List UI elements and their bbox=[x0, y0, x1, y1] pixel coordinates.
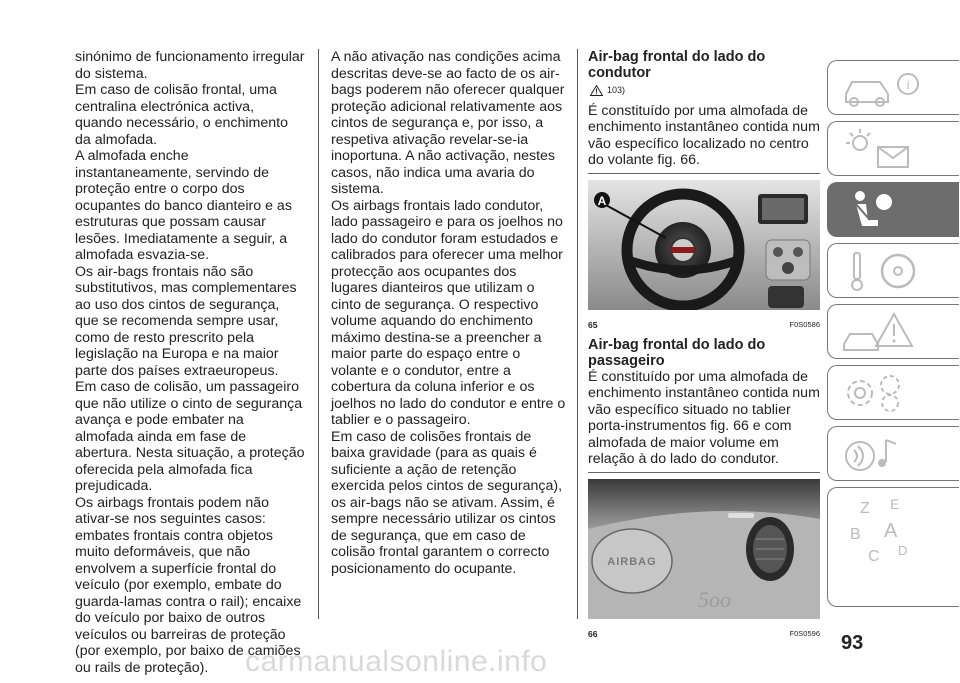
page-number: 93 bbox=[841, 632, 864, 654]
seat-airbag-icon bbox=[838, 186, 938, 234]
svg-text:5oo: 5oo bbox=[698, 586, 731, 612]
paragraph: Os airbags frontais podem não ativar-se nos seguintes casos: embates frontais contra objetos muito deformáveis, que não envolvem a superfície frontal do veículo (por exemplo, embate do guarda-lamas contra o rail); encaixe do veículo por baixo de outros veículos ou barreiras de proteção (por exemplo, por baixo de camiões ou rails de proteção). bbox=[75, 494, 302, 676]
paragraph: Em caso de colisão frontal, uma centralina electrónica activa, quando necessário, o enchimento da almofada. bbox=[75, 82, 288, 148]
index-letter: D bbox=[898, 543, 908, 558]
tab-index[interactable] bbox=[827, 487, 959, 607]
figure-code: F0S0596 bbox=[789, 629, 820, 638]
tab-safety[interactable] bbox=[827, 182, 959, 237]
tab-knowing-your-car[interactable] bbox=[827, 60, 959, 115]
figure-caption bbox=[588, 626, 820, 643]
figure-66 bbox=[588, 479, 820, 643]
figure-number: 66 bbox=[588, 629, 598, 639]
divider bbox=[588, 173, 820, 174]
section-heading-passenger-airbag: Air-bag frontal do lado do passageiro bbox=[588, 336, 766, 369]
alphabet-index-icon bbox=[838, 491, 948, 601]
paragraph: A não ativação nas condições acima descritas deve-se ao facto de os air-bags poderem não oferecer qualquer proteção adicional relativamente aos cintos de segurança e, por isso, a respetiva ativação revelar-se-ia inoportuna. A não activação, nestes casos, não indica uma avaria do sistema. bbox=[331, 49, 565, 197]
tab-dashboard[interactable] bbox=[827, 121, 959, 176]
paragraph: Os air-bags frontais não são substitutivos, mas complementares ao uso dos cintos de segurança, que se recomenda sempre usar, como de resto prescrito pela legislação na Europa e na maior parte dos países extraeuropeus. bbox=[75, 263, 297, 379]
tab-starting-driving[interactable] bbox=[827, 243, 959, 298]
paragraph: Em caso de colisões frontais de baixa gravidade (para as quais é suficiente a ação de retenção exercida pelos cintos de segurança), os air-bags não se ativam. Assim, é sempre necessário utilizar os cintos de segurança, que em caso de colisão frontal garantem o correcto posicionamento do ocupante. bbox=[331, 428, 563, 577]
index-letter: A bbox=[884, 520, 898, 542]
figure-code: F0S0586 bbox=[789, 320, 820, 329]
section-heading-driver-airbag: Air-bag frontal do lado do condutor bbox=[588, 49, 766, 81]
steering-wheel-photo bbox=[588, 180, 820, 310]
index-letter: Z bbox=[860, 500, 870, 517]
lights-mail-icon bbox=[838, 125, 938, 173]
key-steering-icon bbox=[838, 247, 938, 295]
gears-icon bbox=[838, 369, 938, 417]
paragraph: É constituído por uma almofada de enchimento instantâneo contida num vão específico situado no tablier porta-instrumentos fig. 66 e com almofada de maior volume em relação à do lado do condutor. bbox=[588, 368, 820, 467]
index-letter: E bbox=[890, 496, 900, 512]
divider bbox=[588, 472, 820, 473]
paragraph: Os airbags frontais lado condutor, lado passageiro e para os joelhos no lado do condutor foram estudados e calibrados para oferecer uma melhor protecção aos ocupantes dos lugares dianteiros que utilizam o cinto de segurança. O respectivo volume aquando do enchimento máximo destina-se a preencher a maior parte do espaço entre o volante e o condutor, entre a cobertura da coluna inferior e os joelhos no lado do condutor e entre o tablier e o passageiro. bbox=[331, 197, 566, 428]
tab-servicing[interactable] bbox=[827, 365, 959, 420]
index-letter: B bbox=[850, 526, 861, 543]
column-divider bbox=[318, 49, 319, 619]
warning-icon bbox=[590, 85, 603, 96]
tab-emergency[interactable] bbox=[827, 304, 959, 359]
warning-reference bbox=[590, 82, 820, 99]
airbag-label: AIRBAG bbox=[607, 555, 657, 568]
watermark: carmanualsonline.info bbox=[245, 645, 548, 678]
text-column-1 bbox=[75, 49, 305, 676]
figure-number: 65 bbox=[588, 320, 598, 330]
column-divider bbox=[577, 49, 578, 619]
paragraph: É constituído por uma almofada de enchimento instantâneo contida num vão específico localizado no centro do volante fig. 66. bbox=[588, 102, 820, 168]
index-letter: C bbox=[868, 548, 880, 565]
media-note-icon bbox=[838, 430, 938, 478]
paragraph: Em caso de colisão, um passageiro que não utilize o cinto de segurança avança e pode embater na almofada ainda em fase de abertura. Nesta situação, a proteção oferecida pela almofada fica prejudicada. bbox=[75, 379, 305, 494]
paragraph: A almofada enche instantaneamente, servindo de proteção entre o corpo dos ocupantes do banco dianteiro e as estruturas que possam causar lesões. Imediatamente a seguir, a almofada esvazia-se. bbox=[75, 148, 292, 263]
svg-text:i: i bbox=[906, 77, 910, 92]
figure-65 bbox=[588, 180, 820, 334]
figure-caption bbox=[588, 317, 820, 334]
warning-ref-text: 103) bbox=[607, 85, 626, 95]
text-column-2 bbox=[331, 49, 566, 577]
figure-callout-a: A bbox=[597, 193, 607, 208]
passenger-airbag-photo bbox=[588, 479, 820, 619]
warning-triangle-car-icon bbox=[838, 308, 938, 356]
text-column-3 bbox=[588, 49, 820, 643]
tab-multimedia[interactable] bbox=[827, 426, 959, 481]
car-info-icon bbox=[838, 64, 938, 112]
paragraph: sinónimo de funcionamento irregular do sistema. bbox=[75, 49, 305, 82]
